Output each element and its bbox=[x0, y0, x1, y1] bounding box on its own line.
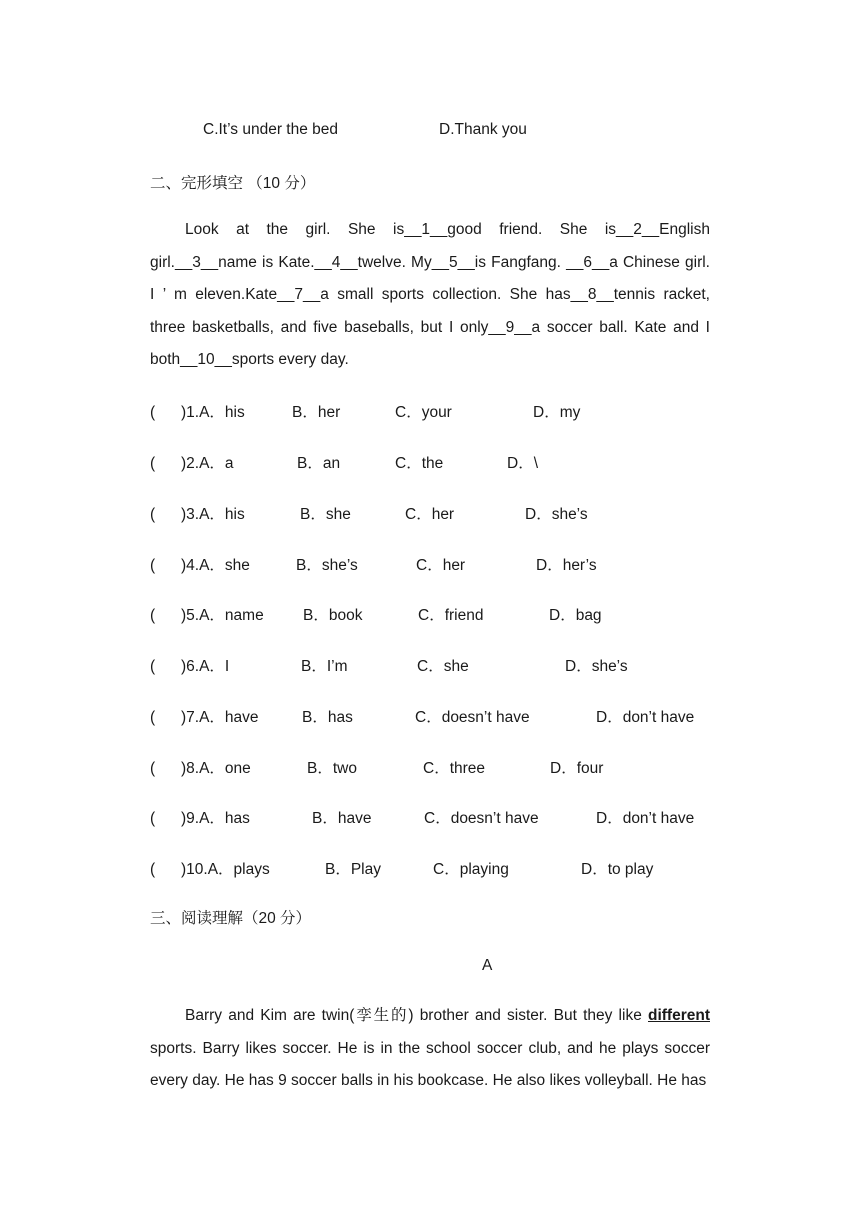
option-c: C．your bbox=[395, 404, 452, 421]
option-b: B．I’m bbox=[301, 658, 348, 675]
question-row bbox=[150, 502, 730, 524]
cloze-passage bbox=[150, 214, 710, 377]
option-d: D．she’s bbox=[565, 658, 628, 675]
option-d: D．four bbox=[550, 760, 604, 777]
option-d: D．\ bbox=[507, 455, 539, 472]
reading-text-2: sports. Barry likes soccer. He is in the school soccer club, and he plays soccer every day. He has 9 soccer balls in his bookcase. He also likes volleyball. He has bbox=[150, 1039, 710, 1090]
option-b: B．book bbox=[303, 607, 363, 624]
question-number-option-a: ( )9.A．has bbox=[150, 810, 250, 827]
question-number-option-a: ( )10.A．plays bbox=[150, 861, 270, 878]
option-d-prev: D.Thank you bbox=[439, 121, 527, 138]
reading-passage bbox=[150, 1000, 710, 1098]
option-c: C．three bbox=[423, 760, 486, 777]
question-number-option-a: ( )1.A．his bbox=[150, 404, 245, 421]
option-b: B．she’s bbox=[296, 557, 358, 574]
option-b: B．have bbox=[312, 810, 372, 827]
option-d: D．don’t have bbox=[596, 709, 695, 726]
option-c: C．doesn’t have bbox=[415, 709, 530, 726]
question-row bbox=[150, 705, 730, 727]
option-d: D．to play bbox=[581, 861, 654, 878]
option-c: C．her bbox=[416, 557, 466, 574]
option-b: B．two bbox=[307, 760, 357, 777]
question-row bbox=[150, 603, 730, 625]
cloze-passage-text: Look at the girl. She is__1__good friend. She is__2__English girl.__3__name is Kate.__4__twelve. My__5__is Fangfang. __6__a Chinese girl. I ’ m eleven.Kate__7__a small sports collection. She has__8__tennis racket, three basketballs, and five baseballs, but I only__9__a soccer ball. Kate and I both__10__sports every day. bbox=[150, 221, 710, 369]
option-b: B．has bbox=[302, 709, 353, 726]
option-d: D．don’t have bbox=[596, 810, 695, 827]
option-c: C．friend bbox=[418, 607, 484, 624]
option-d: D．she’s bbox=[525, 506, 588, 523]
question-number-option-a: ( )6.A．I bbox=[150, 658, 230, 675]
section3-heading: 三、阅读理解（20 分） bbox=[150, 910, 312, 927]
option-d: D．my bbox=[533, 404, 581, 421]
question-number-option-a: ( )8.A．one bbox=[150, 760, 251, 777]
option-c: C．doesn’t have bbox=[424, 810, 539, 827]
question-number-option-a: ( )7.A．have bbox=[150, 709, 259, 726]
section2-heading: 二、完形填空 （10 分） bbox=[150, 175, 316, 192]
option-c: C．the bbox=[395, 455, 444, 472]
option-c: C．she bbox=[417, 658, 469, 675]
reading-text-1: Barry and Kim are twin(孪生的) brother and sister. But they like bbox=[185, 1007, 648, 1024]
question-row bbox=[150, 451, 730, 473]
option-b: B．Play bbox=[325, 861, 381, 878]
option-c: C．playing bbox=[433, 861, 509, 878]
underlined-word: different bbox=[648, 1007, 710, 1024]
option-b: B．she bbox=[300, 506, 351, 523]
option-b: B．an bbox=[297, 455, 341, 472]
question-row bbox=[150, 553, 730, 575]
option-b: B．her bbox=[292, 404, 341, 421]
question-row bbox=[150, 400, 730, 422]
question-number-option-a: ( )2.A．a bbox=[150, 455, 234, 472]
option-c-prev: C.It’s under the bed bbox=[203, 121, 338, 138]
passage-label: A bbox=[482, 957, 493, 974]
question-number-option-a: ( )3.A．his bbox=[150, 506, 245, 523]
question-row bbox=[150, 806, 730, 828]
option-d: D．bag bbox=[549, 607, 602, 624]
question-number-option-a: ( )4.A．she bbox=[150, 557, 250, 574]
question-row bbox=[150, 857, 730, 879]
option-c: C．her bbox=[405, 506, 455, 523]
question-row bbox=[150, 756, 730, 778]
question-number-option-a: ( )5.A．name bbox=[150, 607, 264, 624]
option-d: D．her’s bbox=[536, 557, 597, 574]
question-row bbox=[150, 654, 730, 676]
